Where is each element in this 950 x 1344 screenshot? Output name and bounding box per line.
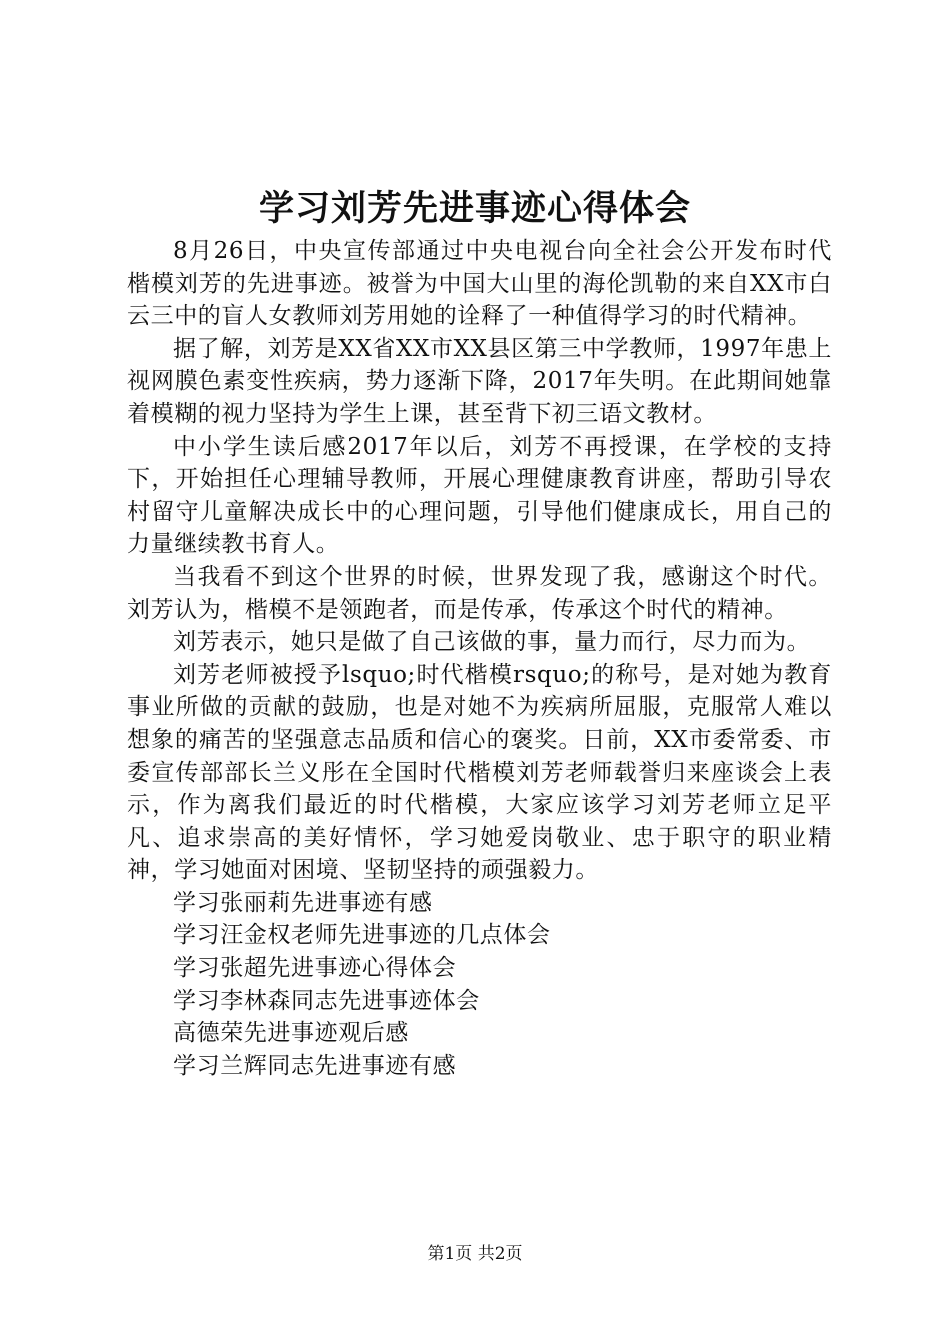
related-article-item: 学习张超先进事迹心得体会 — [173, 955, 457, 982]
related-article-item: 学习张丽莉先进事迹有感 — [173, 889, 433, 916]
page-number-footer: 第1页 共2页 — [427, 1244, 523, 1264]
related-article-item: 学习汪金权老师先进事迹的几点体会 — [173, 922, 551, 949]
paragraph: 刘芳老师被授予lsquo;时代楷模rsquo;的称号，是对她为教育事业所做的贡献的鼓励，也是对她不为疾病所屈服，克服常人难以想象的痛苦的坚强意志品质和信心的褒奖。日前，XX市委常委、市委宣传部部长兰义彤在全国时代楷模刘芳老师载誉归来座谈会上表示，作为离我们最近的时代楷模，大家应该学习刘芳老师立足平凡、追求崇高的美好情怀，学习她爱岗敬业、忠于职守的职业精神，学习她面对困境、坚韧坚持的顽强毅力。 — [127, 661, 832, 884]
paragraph: 当我看不到这个世界的时候，世界发现了我，感谢这个时代。刘芳认为，楷模不是领跑者，而是传承，传承这个时代的精神。 — [127, 563, 832, 623]
related-articles-list — [127, 887, 832, 1083]
paragraph: 刘芳表示，她只是做了自己该做的事，量力而行，尽力而为。 — [173, 629, 811, 656]
related-article-item: 学习李林森同志先进事迹体会 — [173, 987, 480, 1014]
document-title: 学习刘芳先进事迹心得体会 — [258, 188, 691, 229]
related-article-item: 学习兰辉同志先进事迹有感 — [173, 1052, 457, 1079]
related-article-item: 高德荣先进事迹观后感 — [173, 1020, 409, 1047]
paragraph: 8月26日，中央宣传部通过中央电视台向全社会公开发布时代楷模刘芳的先进事迹。被誉为中国大山里的海伦凯勒的来自XX市白云三中的盲人女教师刘芳用她的诠释了一种值得学习的时代精神。 — [127, 238, 832, 330]
document-body — [127, 235, 832, 1082]
paragraph: 中小学生读后感2017年以后，刘芳不再授课，在学校的支持下，开始担任心理辅导教师，开展心理健康教育讲座，帮助引导农村留守儿童解决成长中的心理问题，引导他们健康成长，用自己的力量继续教书育人。 — [127, 433, 832, 558]
paragraph: 据了解，刘芳是XX省XX市XX县区第三中学教师，1997年患上视网膜色素变性疾病，势力逐渐下降，2017年失明。在此期间她靠着模糊的视力坚持为学生上课，甚至背下初三语文教材。 — [127, 335, 832, 427]
